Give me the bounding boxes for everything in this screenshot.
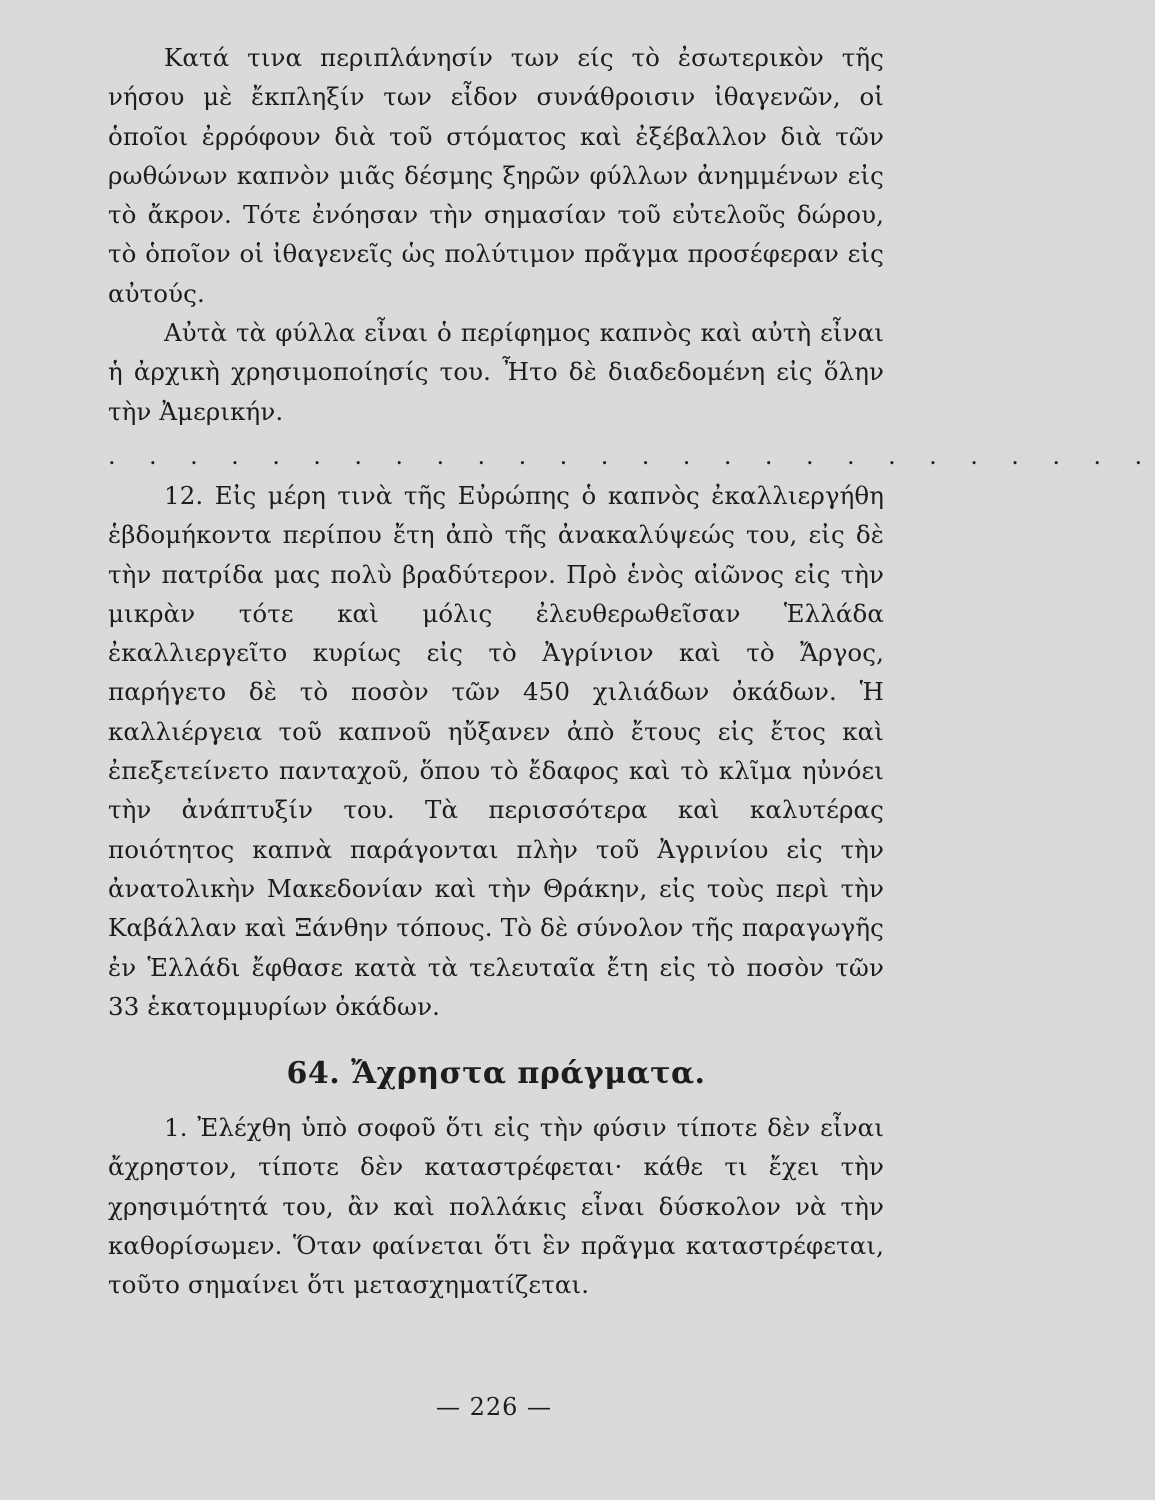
paragraph-12-cultivation: 12. Εἰς μέρη τινὰ τῆς Εὐρώπης ὁ καπνὸς ἐκαλλιεργήθη ἑβδομήκοντα περίπου ἔτη ἀπὸ τῆς ἀνακαλύψεώς του, εἰς δὲ τὴν πατρίδα μας πολὺ βραδύτερον. Πρὸ ἑνὸς αἰῶνος εἰς τὴν μικρὰν τότε καὶ μόλις ἐλευθερωθεῖσαν Ἑλλάδα ἐκαλλιεργεῖτο κυρίως εἰς τὸ Ἀγρίνιον καὶ τὸ Ἄργος, παρήγετο δὲ τὸ ποσὸν τῶν 450 χιλιάδων ὀκάδων. Ἡ καλλιέργεια τοῦ καπνοῦ ηὔξανεν ἀπὸ ἔτους εἰς ἔτος καὶ ἐπεξετείνετο πανταχοῦ, ὅπου τὸ ἔδαφος καὶ τὸ κλῖμα ηὐνόει τὴν ἀνάπτυξίν του. Τὰ περισσότερα καὶ καλυτέρας ποιότητος καπνὰ παράγονται πλὴν τοῦ Ἀγρινίου εἰς τὴν ἀνατολικὴν Μακεδονίαν καὶ τὴν Θράκην, εἰς τοὺς περὶ τὴν Καβάλλαν καὶ Ξάνθην τόπους. Τὸ δὲ σύνολον τῆς παραγωγῆς ἐν Ἑλλάδι ἔφθασε κατὰ τὰ τελευταῖα ἔτη εἰς τὸ ποσὸν τῶν 33 ἑκατομμυρίων ὀκάδων.	[108, 480, 884, 1021]
omission-dots: . . . . . . . . . . . . . . . . . . . . . . . . . .	[108, 441, 1155, 470]
paragraph-tobacco-leaves: Αὐτὰ τὰ φύλλα εἶναι ὁ περίφημος καπνὸς καὶ αὐτὴ εἶναι ἡ ἀρχικὴ χρησιμοποίησίς του. Ἦτο δὲ διαδεδομένη εἰς ὅλην τὴν Ἀμερικήν.	[108, 318, 884, 426]
page-number: — 226 —	[435, 1393, 553, 1421]
paragraph-discovery: Κατά τινα περιπλάνησίν των είς τὸ ἐσωτερικὸν τῆς νήσου μὲ ἔκπληξίν των εἶδον συνάθροισιν ἰθαγενῶν, οἱ ὁποῖοι ἐρρόφουν διὰ τοῦ στόματος καὶ ἐξέβαλλον διὰ τῶν ρωθώνων καπνὸν μιᾶς δέσμης ξηρῶν φύλλων ἀνημμένων εἰς τὸ ἄκρον. Τότε ἐνόησαν τὴν σημασίαν τοῦ εὐτελοῦς δώρου, τὸ ὁποῖον οἱ ἰθαγενεῖς ὡς πολύτιμον πρᾶγμα προσέφεραν εἰς αὐτούς.	[108, 43, 884, 308]
section-heading: 64. Ἄχρηστα πράγματα.	[286, 1056, 706, 1092]
paragraph-1-useless-things: 1. Ἐλέχθη ὑπὸ σοφοῦ ὅτι εἰς τὴν φύσιν τίποτε δὲν εἶναι ἄχρηστον, τίποτε δὲν καταστρέφεται· κάθε τι ἔχει τὴν χρησιμότητά του, ἂν καὶ πολλάκις εἶναι δύσκολον νὰ τὴν καθορίσωμεν. Ὅταν φαίνεται ὅτι ἓν πρᾶγμα καταστρέφεται, τοῦτο σημαίνει ὅτι μετασχηματίζεται.	[108, 1113, 884, 1300]
page-body	[108, 38, 1155, 1305]
